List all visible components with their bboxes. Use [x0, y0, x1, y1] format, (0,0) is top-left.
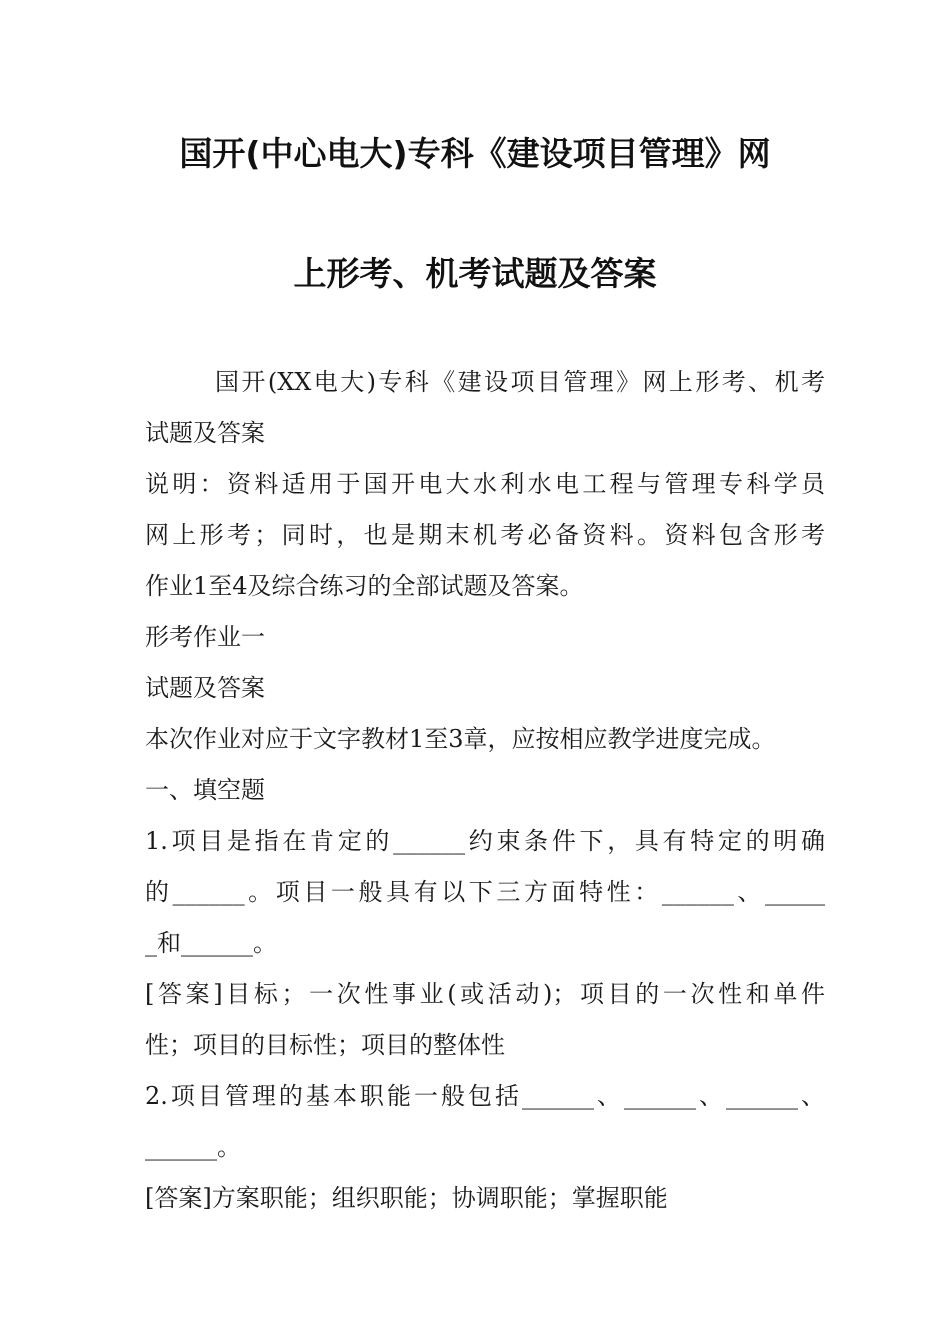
- question-type-heading: 一、填空题: [145, 776, 265, 804]
- question-2-line: 2.项目管理的基本职能一般包括______、______、______、: [145, 1082, 825, 1110]
- intro-paragraph-line: 国开(XX电大)专科《建设项目管理》网上形考、机考: [215, 368, 825, 396]
- question-1-line: 1.项目是指在肯定的______约束条件下，具有特定的明确: [145, 827, 825, 855]
- intro-paragraph-line: 试题及答案: [145, 419, 265, 447]
- assignment-note: 本次作业对应于文字教材1至3章，应按相应教学进度完成。: [145, 725, 776, 753]
- description-line: 说明：资料适用于国开电大水利水电工程与管理专科学员: [145, 470, 825, 498]
- answer-1-line: [答案]目标；一次性事业(或活动)；项目的一次性和单件: [145, 980, 825, 1008]
- section-heading: 形考作业一: [145, 623, 265, 651]
- section-subheading: 试题及答案: [145, 674, 265, 702]
- question-1-line: _和______。: [145, 929, 277, 957]
- description-line: 网上形考；同时，也是期末机考必备资料。资料包含形考: [145, 521, 825, 549]
- answer-2-line: [答案]方案职能；组织职能；协调职能；掌握职能: [145, 1184, 668, 1212]
- question-1-line: 的______。项目一般具有以下三方面特性：______、_____: [145, 878, 825, 906]
- document-title-line-1: 国开(中心电大)专科《建设项目管理》网: [179, 134, 771, 173]
- document-body: [145, 357, 825, 1224]
- description-line: 作业1至4及综合练习的全部试题及答案。: [145, 572, 584, 600]
- question-2-line: ______。: [145, 1133, 241, 1161]
- document-title-line-2: 上形考、机考试题及答案: [293, 254, 657, 293]
- answer-1-line: 性；项目的目标性；项目的整体性: [145, 1031, 505, 1059]
